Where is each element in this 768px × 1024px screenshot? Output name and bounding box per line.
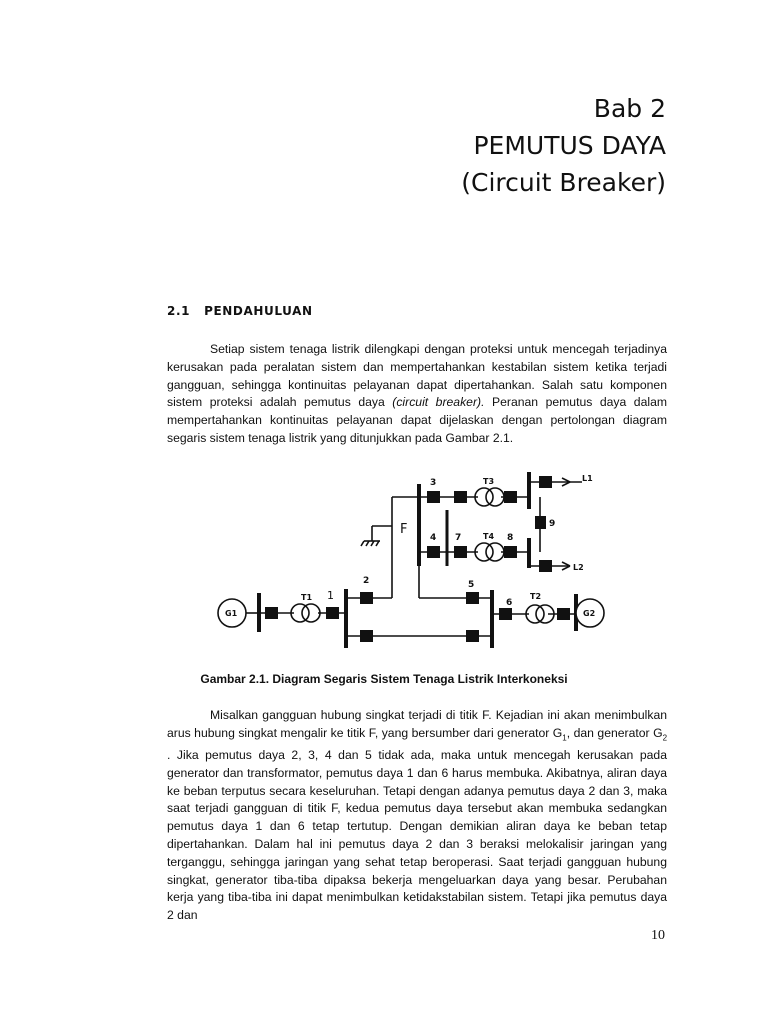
breaker-9 [535,516,546,529]
body-text-3: . Jika pemutus daya 2, 3, 4 dan 5 tidak ada, maka untuk mencegah kerusakan pada generator dan transformator, pemutus daya 1 dan 6 harus membuka. Akibatnya, aliran daya ke beban terputus secara keseluruhan. Tetapi dengan adanya pemutus daya 2 dan 3, maka saat terjadi gangguan di titik F, kedua pemutus daya tersebut akan membuka sedangkan pemutus daya 1 dan 6 tetap tertutup. Dengan demikian aliran daya ke beban tetap dipertahankan. Dalam hal ini pemutus daya 2 dan 3 beraksi melokalisir jaringan yang terganggu, sehingga jaringan yang sehat tetap beroperasi. Saat terjadi gangguan hubung singkat, generator tiba-tiba dipaksa bekerja mengeluarkan daya yang besar. Perubahan kerja yang tiba-tiba ini dapat menimbulkan ketidakstabilan sistem. Tetapi jika pemutus daya 2 dan [167,748,667,923]
label-t1: T1 [301,593,313,602]
intro-italic-term: (circuit breaker). [392,395,485,410]
figure-caption: Gambar 2.1. Diagram Segaris Sistem Tenaga Listrik Interkoneksi [200,672,568,686]
body-text-1: Misalkan gangguan hubung singkat terjadi di titik F. Kejadian ini akan menimbulkan arus hubung singkat mengalir ke titik F, yang bersumber dari generator G [167,708,667,740]
label-cb3: 3 [430,478,437,488]
label-cb5: 5 [468,580,475,590]
breaker-7 [454,546,467,558]
breaker-5 [466,592,479,604]
chapter-subtitle: (Circuit Breaker) [461,168,666,197]
label-load1: L1 [582,474,593,483]
breaker-6 [499,608,512,620]
label-cb1: 1 [327,589,334,602]
label-cb2: 2 [363,576,370,586]
label-cb8: 8 [507,533,514,543]
single-line-diagram [200,464,620,654]
breaker-load2 [539,560,552,572]
label-g1: G1 [225,609,238,618]
intro-paragraph [167,341,667,448]
breaker-g1-side [265,607,278,619]
breaker-2b [360,630,373,642]
chapter-title: PEMUTUS DAYA [473,131,666,160]
chapter-number: Bab 2 [593,94,666,123]
breaker-3b [454,491,467,503]
label-cb4: 4 [430,533,437,543]
subscript-g1: 1 [562,733,567,743]
breaker-2 [360,592,373,604]
section-heading [167,304,313,318]
section-number: 2.1 [167,304,191,318]
label-cb7: 7 [455,533,462,543]
breaker-4 [427,546,440,558]
label-t3: T3 [483,477,495,486]
page-number: 10 [651,928,665,943]
label-t4: T4 [483,532,495,541]
label-load2: L2 [573,563,584,572]
breaker-g2-side [557,608,570,620]
label-cb6: 6 [506,598,513,608]
body-paragraph [167,707,667,925]
intro-text-1: Setiap sistem tenaga listrik dilengkapi dengan proteksi untuk mencegah terjadinya kerusakan pada peralatan sistem dan mempertahankan kestabilan sistem ketika terjadi gangguan, sehingga kontinuitas pelayanan dapat dipertahankan. Salah satu komponen sistem proteksi adalah pemutus daya [167,342,667,410]
breaker-load1 [539,476,552,488]
breaker-t3-load [504,491,517,503]
chapter-heading [461,90,666,201]
intro-text-2: Peranan pemutus daya dalam mempertahankan kontinuitas pelayanan dapat dijelaskan dengan pertolongan diagram segaris sistem tenaga listrik yang ditunjukkan pada Gambar 2.1. [167,395,668,445]
body-text-2: , dan generator G [566,725,663,740]
label-t2: T2 [530,592,542,601]
breaker-8 [504,546,517,558]
subscript-g2: 2 [662,733,668,743]
breaker-5b [466,630,479,642]
label-fault: F [400,522,408,537]
label-g2: G2 [583,609,596,618]
section-title: PENDAHULUAN [204,304,313,318]
breaker-3 [427,491,440,503]
breaker-1 [326,607,339,619]
label-cb9: 9 [549,519,556,529]
